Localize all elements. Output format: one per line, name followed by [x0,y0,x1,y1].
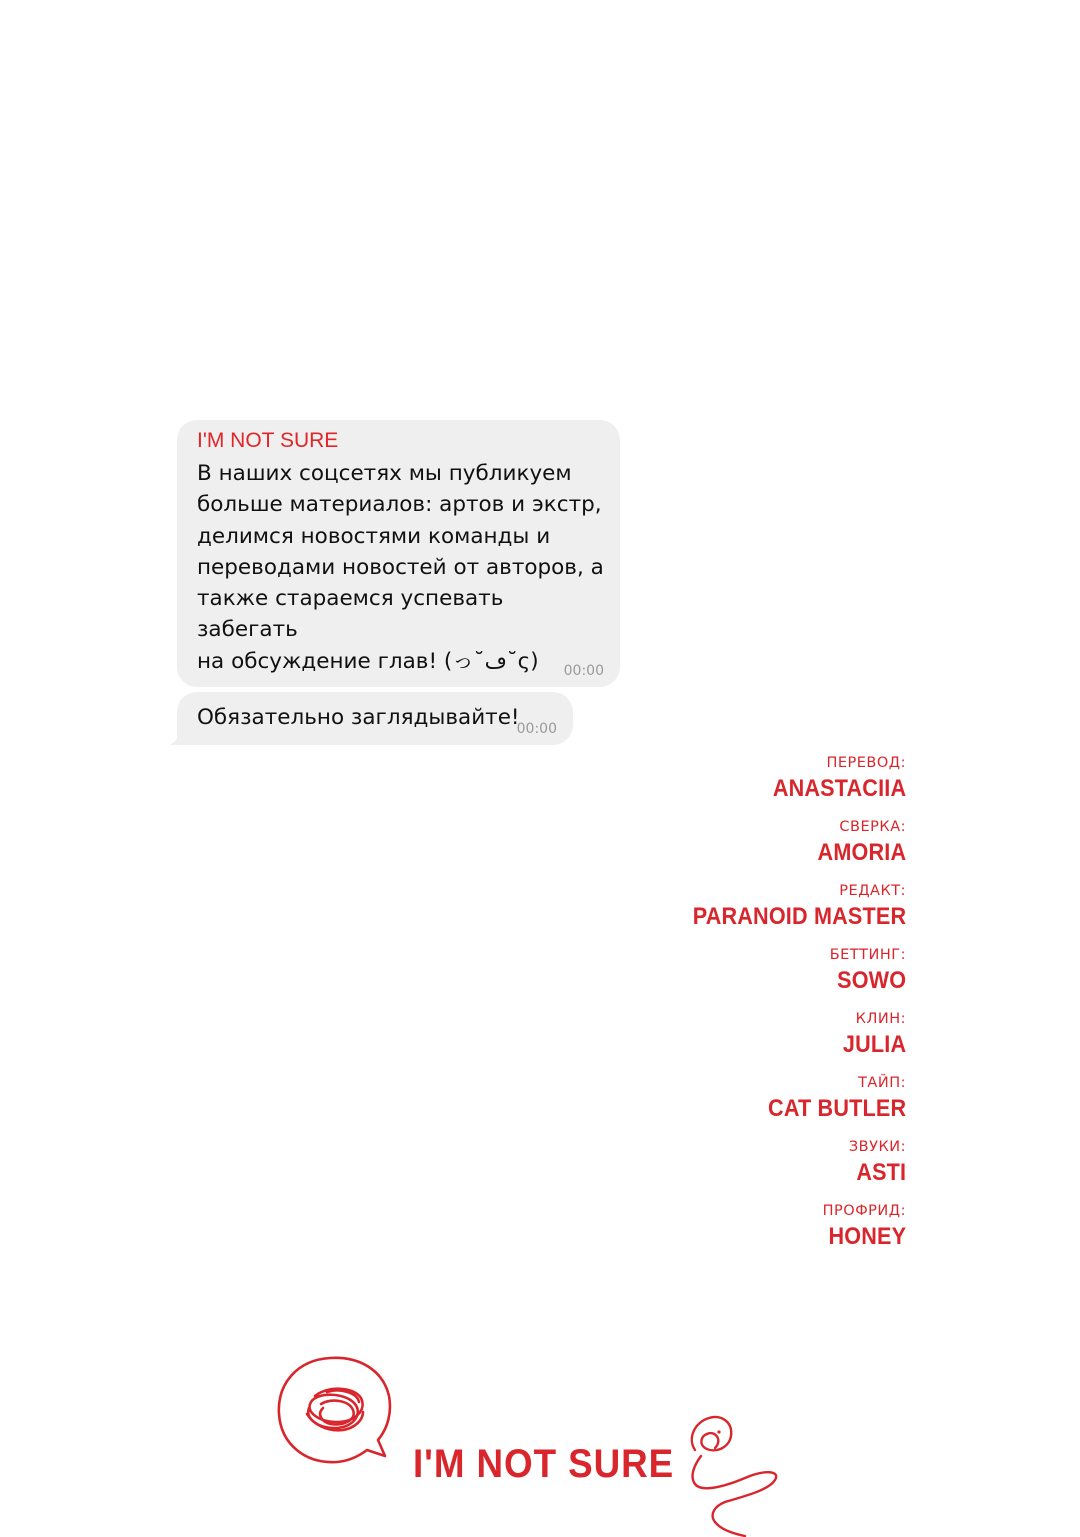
message-line: также стараемся успевать забегать [197,586,504,643]
credit-name: JULIA [842,1031,906,1058]
credit-role: ЗВУКИ: [848,1139,906,1155]
credit-role: ТАЙП: [858,1075,906,1091]
sender-name: I'M NOT SURE [197,429,339,452]
credit-name: AMORIA [817,839,906,866]
credit-name: ANASTACIIA [772,775,906,802]
credit-role: СВЕРКА: [839,819,906,835]
chat-area [172,420,620,745]
message-bubble[interactable] [177,420,620,687]
credit-role: КЛИН: [855,1011,906,1027]
logo-text: I'M NOT SURE [413,1442,675,1486]
credit-name: HONEY [828,1223,906,1250]
credits-list [669,752,906,1252]
message-time: 00:00 [516,721,557,738]
credit-name: SOWO [836,967,906,994]
scribble-speech-bubble-icon [279,1358,390,1462]
message-bubble[interactable] [177,692,573,745]
credit-role: ПРОФРИД: [822,1203,906,1219]
bubble-tail-icon [169,731,187,745]
credit-name: PARANOID MASTER [692,903,906,930]
message-time: 00:00 [563,663,604,680]
message-text [197,458,604,680]
credit-role: БЕТТИНГ: [829,947,906,963]
credit-role: ПЕРЕВОД: [826,755,906,771]
credit-name: CAT BUTLER [767,1095,906,1122]
message-line: делимся новостями команды и [197,523,551,549]
message-text: Обязательно заглядывайте! [197,705,520,731]
message-line: больше материалов: артов и экстр, [197,492,602,518]
message-line: В наших соцсетях мы публикуем [197,461,572,486]
credit-name: ASTI [856,1159,906,1186]
credit-role: РЕДАКТ: [839,883,906,899]
message-line: переводами новостей от авторов, а [197,554,604,580]
squiggle-creature-icon [692,1417,776,1536]
message-line: на обсуждение глав! (っ˘ڡ˘ς) [197,648,539,674]
